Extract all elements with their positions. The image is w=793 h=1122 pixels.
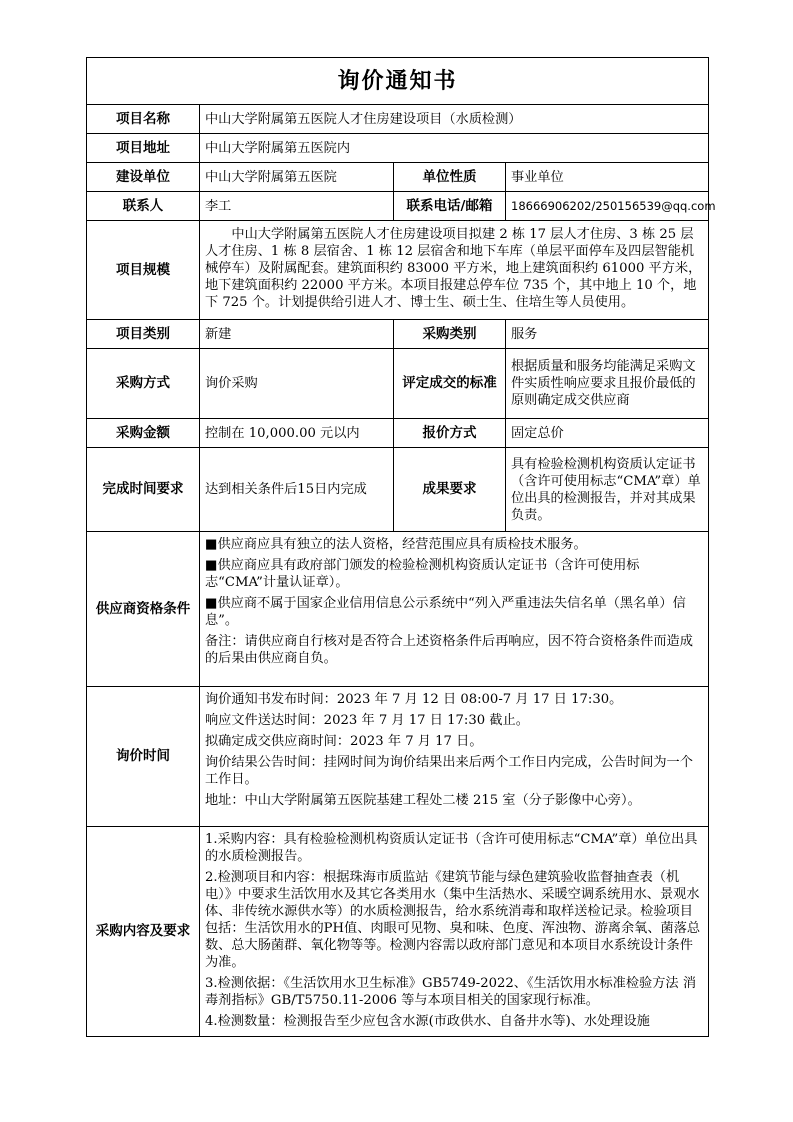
- method-value: 询价采购: [199, 349, 393, 418]
- qualification-list: [199, 532, 708, 686]
- category-value: 新建: [199, 320, 393, 348]
- qualification-row: [87, 531, 708, 686]
- quote-method-label: 报价方式: [393, 419, 505, 447]
- project-name-value: 中山大学附属第五医院人才住房建设项目（水质检测）: [199, 105, 708, 133]
- amount-label: 采购金额: [116, 424, 170, 441]
- result-value: 具有检验检测机构资质认定证书（含许可使用标志“CMA”章）单位出具的检测报告，并对其成果负责。: [505, 448, 708, 531]
- scale-label: 项目规模: [116, 261, 170, 278]
- project-address-value: 中山大学附属第五医院内: [199, 134, 708, 162]
- project-address-label: 项目地址: [116, 139, 170, 156]
- content-list: [199, 827, 708, 1036]
- contact-value: 李工: [199, 192, 393, 220]
- build-unit-label: 建设单位: [116, 168, 170, 185]
- inquiry-time-address: 地址：中山大学附属第五医院基建工程处二楼 215 室（分子影像中心旁）。: [205, 793, 641, 808]
- inquiry-time-item: 询价通知书发布时间：2023 年 7 月 12 日 08:00-7 月 17 日 17:30。: [205, 692, 623, 707]
- eval-standard-label: 评定成交的标准: [393, 349, 505, 418]
- inquiry-time-item: 响应文件送达时间：2023 年 7 月 17 日 17:30 截止。: [205, 713, 529, 728]
- content-label: 采购内容及要求: [95, 923, 191, 939]
- content-item: 3.检测依据：《生活饮用水卫生标准》GB5749-2022、《生活饮用水标准检验方法 消毒剂指标》GB/T5750.11-2006 等与本项目相关的国家现行标准。: [205, 976, 697, 1008]
- qualification-note: 备注：请供应商自行核对是否符合上述资格条件后再响应，因不符合资格条件而造成的后果由供应商自负。: [205, 634, 693, 666]
- phone-email-value: 18666906202/250156539@qq.com: [505, 192, 708, 220]
- inquiry-time-item: 拟确定成交供应商时间：2023 年 7 月 17 日。: [205, 734, 483, 749]
- result-label: 成果要求: [393, 448, 505, 531]
- unit-nature-value: 事业单位: [505, 163, 708, 191]
- qualification-item: ■供应商应具有独立的法人资格，经营范围应具有质检技术服务。: [205, 537, 587, 552]
- purchase-category-value: 服务: [505, 320, 708, 348]
- qualification-item: ■供应商应具有政府部门颁发的检验检测机构资质认定证书（含许可使用标志“CMA”计量认证章）。: [205, 558, 640, 590]
- contact-label: 联系人: [122, 197, 164, 214]
- category-label: 项目类别: [116, 325, 170, 342]
- content-item: 1.采购内容：具有检验检测机构资质认定证书（含许可使用标志“CMA”章）单位出具的水质检测报告。: [205, 832, 698, 864]
- purchase-category-label: 采购类别: [393, 320, 505, 348]
- build-unit-value: 中山大学附属第五医院: [199, 163, 393, 191]
- title-row: [87, 58, 708, 104]
- inquiry-time-list: [199, 687, 708, 826]
- amount-value: 控制在 10,000.00 元以内: [199, 419, 393, 447]
- contact-row: [87, 191, 716, 220]
- project-name-row: [87, 104, 708, 133]
- deadline-value: 达到相关条件后15日内完成: [199, 448, 393, 531]
- deadline-row: [87, 447, 708, 531]
- inquiry-time-label: 询价时间: [116, 748, 170, 764]
- qualification-label: 供应商资格条件: [95, 600, 191, 617]
- deadline-label: 完成时间要求: [102, 481, 184, 497]
- quote-method-value: 固定总价: [505, 419, 708, 447]
- eval-standard-value: 根据质量和服务均能满足采购文件实质性响应要求且报价最低的原则确定成交供应商: [505, 349, 708, 418]
- build-unit-row: [87, 162, 708, 191]
- amount-row: [87, 418, 708, 447]
- qualification-item: ■供应商不属于国家企业信用信息公示系统中“列入严重违法失信名单（黑名单）信息”。: [205, 596, 686, 628]
- inquiry-time-item: 询价结果公告时间：挂网时间为询价结果出来后两个工作日内完成，公告时间为一个工作日。: [205, 755, 693, 787]
- unit-nature-label: 单位性质: [393, 163, 505, 191]
- inquiry-notice-table: [86, 57, 716, 1037]
- content-row: [87, 826, 708, 1036]
- project-name-label: 项目名称: [116, 110, 170, 127]
- phone-email-label: 联系电话/邮箱: [393, 192, 505, 220]
- category-row: [87, 319, 708, 348]
- method-label: 采购方式: [116, 375, 170, 391]
- page-title: 询价通知书: [337, 68, 458, 94]
- project-address-row: [87, 133, 708, 162]
- scale-value: 中山大学附属第五医院人才住房建设项目拟建 2 栋 17 层人才住房、3 栋 25 层人才住房、1 栋 8 层宿舍、1 栋 12 层宿舍和地下车库（单层平面停车及四层智能机械停车）及附属配套。建筑面积约 83000 平方米，地上建筑面积约 61000 平方米，地下建筑面积约 22000 平方米。本项目报建总停车位 735 个，其中地上 10 个，地下 725 个。计划提供给引进人才、博士生、硕士生、住培生等人员使用。: [199, 221, 708, 319]
- scale-row: [87, 220, 708, 319]
- content-item: 4.检测数量：检测报告至少应包含水源(市政供水、自备井水等)、水处理设施: [205, 1014, 650, 1029]
- content-item: 2.检测项目和内容：根据珠海市质监站《建筑节能与绿色建筑验收监督抽查表（机电）》中要求生活饮用水及其它各类用水（集中生活热水、采暖空调系统用水、景观水体、非传统水源供水等）的水质检测报告，给水系统消毒和取样送检记录。检验项目包括：生活饮用水的PH值、肉眼可见物、臭和味、色度、浑浊物、游离余氧、菌落总数、总大肠菌群、氧化物等等。检测内容需以政府部门意见和本项目水系统设计条件为准。: [205, 870, 701, 970]
- method-row: [87, 348, 708, 418]
- inquiry-time-row: [87, 686, 708, 826]
